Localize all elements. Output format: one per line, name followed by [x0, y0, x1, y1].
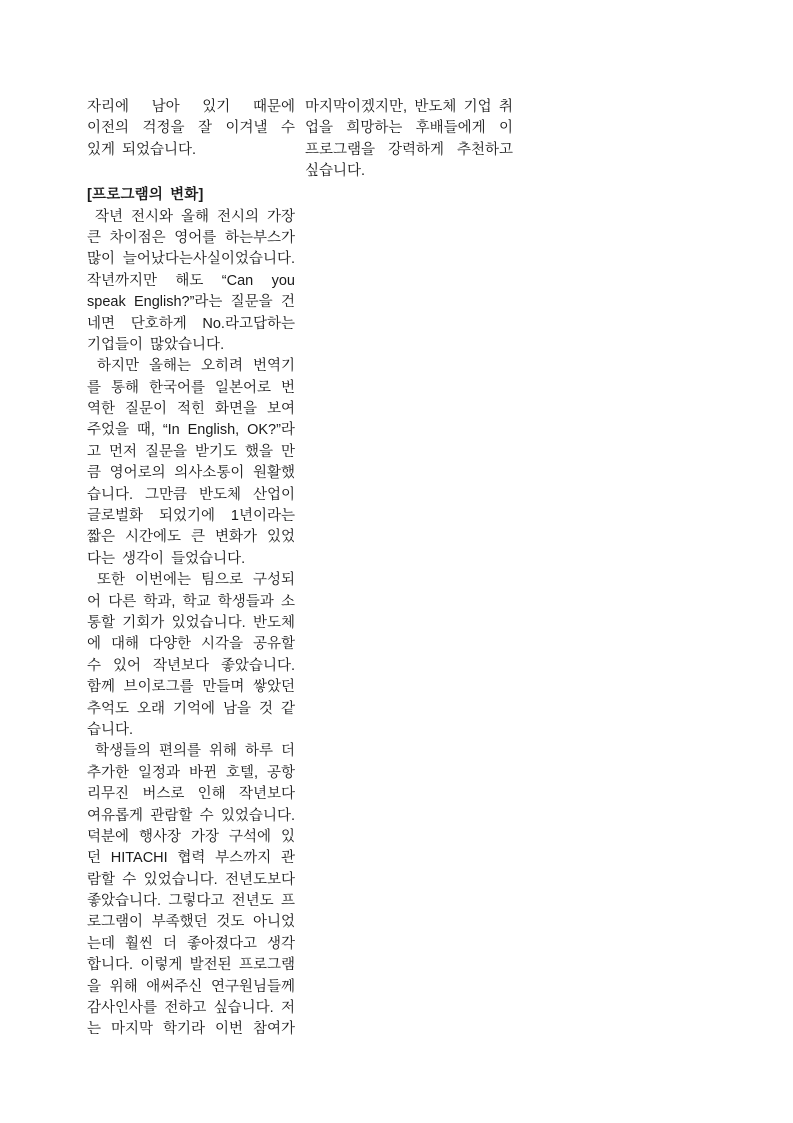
text-line: 고 먼저 질문을 받기도 했을 만 [87, 443, 295, 460]
text-line: 수 있어 작년보다 좋았습니다. [87, 657, 295, 674]
text-line: 짧은 시간에도 큰 변화가 있었 [87, 529, 295, 546]
text-line: 람할 수 있었습니다. 전년도보다 [87, 871, 295, 888]
text-line: 역한 질문이 적힌 화면을 보여 [87, 401, 295, 418]
text-line: 덕분에 행사장 가장 구석에 있 [87, 828, 295, 845]
text-line: 자리에 남아 있기 때문에 [87, 99, 295, 115]
text-line: 프로그램을 강력하게 추천하고 [305, 141, 513, 158]
text-line: 어 다른 학과, 학교 학생들과 소 [87, 593, 295, 610]
blank-line [87, 161, 295, 185]
text-line: 추억도 오래 기억에 남을 것 같 [87, 700, 295, 717]
text-line: 추가한 일정과 바뀐 호텔, 공항 [87, 764, 295, 781]
text-line: 던 HITACHI 협력 부스까지 관 [87, 850, 295, 867]
text-line: 을 위해 애써주신 연구원님들께 [87, 978, 295, 995]
text-line: 를 통해 한국어를 일본어로 번 [87, 379, 295, 396]
text-line: 학생들의 편의를 위해 하루 더 [94, 743, 295, 760]
text-line: 기업들이 많았습니다. [87, 336, 225, 353]
text-line: 에 대해 다양한 시각을 공유할 [87, 636, 295, 653]
text-line: 작년 전시와 올해 전시의 가장 [94, 208, 295, 225]
section-heading: [프로그램의 변화] [87, 187, 204, 204]
text-line: 좋았습니다. 그렇다고 전년도 프 [87, 893, 295, 910]
text-line: 글로벌화 되었기에 1년이라는 [87, 508, 295, 525]
text-line: 리무진 버스로 인해 작년보다 [87, 786, 295, 803]
text-line: 작년까지만 해도 “Can you [87, 272, 295, 289]
text-line: 이전의 걱정을 잘 이겨낼 수 [87, 120, 295, 137]
text-line: 또한 이번에는 팀으로 구성되 [96, 572, 295, 589]
text-line: 함께 브이로그를 만들며 쌓았던 [87, 679, 295, 696]
text-line: 통할 기회가 있었습니다. 반도체 [87, 614, 295, 631]
text-column-left [87, 97, 295, 1041]
text-line: 는데 훨씬 더 좋아졌다고 생각 [87, 935, 295, 952]
text-line: 싶습니다. [305, 163, 366, 180]
text-line: 습니다. [87, 721, 134, 738]
text-line: 있게 되었습니다. [87, 141, 197, 158]
text-line: 큰 차이점은 영어를 하는부스가 [87, 229, 295, 246]
text-line: 습니다. 그만큼 반도체 산업이 [87, 486, 295, 503]
text-line: 감사인사를 전하고 싶습니다. 저 [87, 1000, 295, 1017]
text-line: 로그램이 부족했던 것도 아니었 [87, 914, 295, 931]
text-line: speak English?”라는 질문을 건 [87, 294, 295, 311]
text-line: 네면 단호하게 No.라고답하는 [87, 315, 295, 332]
text-line: 다는 생각이 들었습니다. [87, 550, 246, 567]
text-line: 큼 영어로의 의사소통이 원활했 [87, 465, 295, 482]
text-line: 하지만 올해는 오히려 번역기 [96, 358, 295, 375]
text-line: 주었을 때, “In English, OK?”라 [87, 422, 295, 439]
text-line: 는 마지막 학기라 이번 참여가 [87, 1021, 295, 1038]
text-line: 여유롭게 관람할 수 있었습니다. [87, 807, 295, 824]
text-line: 마지막이겠지만, 반도체 기업 취 [305, 99, 513, 115]
text-line: 업을 희망하는 후배들에게 이 [305, 120, 513, 137]
text-column-right [305, 97, 513, 183]
text-line: 합니다. 이렇게 발전된 프로그램 [87, 957, 295, 974]
text-line: 많이 늘어났다는사실이었습니다. [87, 251, 295, 268]
